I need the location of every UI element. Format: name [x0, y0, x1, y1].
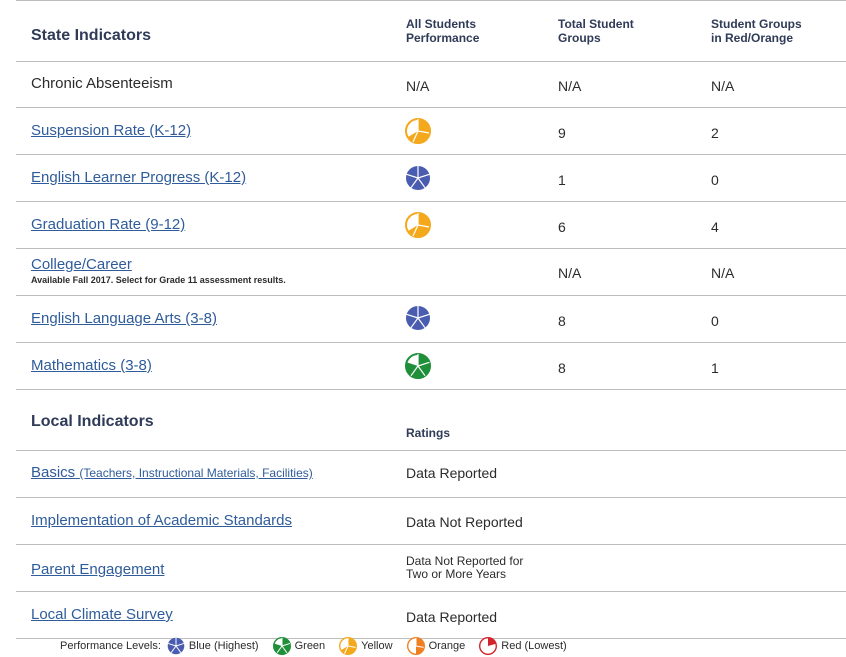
legend-label: Performance Levels: — [60, 640, 161, 652]
implementation-standards-link[interactable]: Implementation of Academic Standards — [31, 512, 292, 529]
col-red-line2: in Red/Orange — [711, 31, 794, 45]
rating-value: Data Reported — [406, 609, 498, 625]
red-level-icon — [479, 637, 497, 655]
state-indicators-header — [16, 0, 846, 62]
legend-item-label: Yellow — [361, 640, 393, 652]
table-row — [16, 62, 846, 108]
total-groups-value: 9 — [558, 125, 566, 141]
rating-line2: Two or More Years — [406, 567, 507, 581]
legend-item-blue — [167, 637, 259, 655]
suspension-rate-link[interactable]: Suspension Rate (K-12) — [31, 122, 192, 139]
total-groups-value: 8 — [558, 313, 566, 329]
rating-line1: Data Not Reported for — [406, 554, 524, 568]
orange-level-icon — [407, 637, 425, 655]
red-orange-value: 0 — [711, 313, 719, 329]
legend-item-red — [479, 637, 566, 655]
basics-link[interactable] — [31, 464, 313, 481]
red-orange-value: N/A — [711, 78, 735, 94]
total-groups-value: N/A — [558, 78, 582, 94]
local-climate-survey-link[interactable]: Local Climate Survey — [31, 606, 173, 623]
table-row — [16, 202, 846, 249]
dashboard-table — [16, 0, 846, 639]
indicator-label: Chronic Absenteeism — [31, 75, 173, 92]
red-orange-value: 4 — [711, 219, 719, 235]
parent-engagement-link[interactable]: Parent Engagement — [31, 561, 165, 578]
legend-item-orange — [407, 637, 466, 655]
performance-levels-legend — [60, 637, 581, 655]
mathematics-link[interactable]: Mathematics (3-8) — [31, 357, 152, 374]
blue-level-icon — [167, 637, 185, 655]
table-row — [16, 451, 846, 498]
table-row — [16, 155, 846, 202]
basics-extra[interactable]: (Teachers, Instructional Materials, Facilities) — [79, 466, 313, 480]
table-row — [16, 108, 846, 155]
col-total-groups-header — [558, 17, 634, 45]
legend-item-label: Blue (Highest) — [188, 640, 259, 652]
total-groups-value: 8 — [558, 360, 566, 376]
state-indicators-title: State Indicators — [31, 27, 152, 44]
legend-item-yellow — [339, 637, 392, 655]
total-groups-value: N/A — [558, 265, 582, 281]
table-row — [16, 249, 846, 296]
col-total-line2: Groups — [558, 31, 601, 45]
english-learner-progress-link[interactable]: English Learner Progress (K-12) — [31, 169, 247, 186]
col-red-line1: Student Groups — [711, 17, 802, 31]
yellow-performance-icon[interactable] — [405, 118, 431, 144]
table-row — [16, 343, 846, 390]
col-red-orange-header — [711, 17, 802, 45]
blue-performance-icon[interactable] — [405, 165, 431, 191]
college-career-link[interactable]: College/Career — [31, 256, 132, 273]
green-level-icon — [273, 637, 291, 655]
blue-performance-icon[interactable] — [405, 305, 431, 331]
total-groups-value: 6 — [558, 219, 566, 235]
english-language-arts-link[interactable]: English Language Arts (3-8) — [31, 310, 217, 327]
col-all-line2: Performance — [406, 31, 480, 45]
red-orange-value: 2 — [711, 125, 719, 141]
yellow-level-icon — [339, 637, 357, 655]
rating-value: Data Not Reported — [406, 514, 523, 530]
green-performance-icon[interactable] — [405, 353, 431, 379]
total-groups-value: 1 — [558, 172, 566, 188]
col-all-line1: All Students — [406, 17, 477, 31]
legend-item-green — [273, 637, 326, 655]
local-indicators-header — [16, 391, 846, 451]
basics-label[interactable]: Basics — [31, 464, 76, 481]
local-indicators-title: Local Indicators — [31, 413, 154, 430]
col-total-line1: Total Student — [558, 17, 634, 31]
yellow-performance-icon[interactable] — [405, 212, 431, 238]
legend-item-label: Green — [294, 640, 326, 652]
all-students-value: N/A — [406, 78, 430, 94]
graduation-rate-link[interactable]: Graduation Rate (9-12) — [31, 216, 186, 233]
col-all-students-header — [406, 17, 479, 45]
legend-item-label: Orange — [428, 640, 466, 652]
legend-item-label: Red (Lowest) — [501, 640, 567, 652]
table-row — [16, 296, 846, 343]
red-orange-value: 1 — [711, 360, 719, 376]
rating-value: Data Reported — [406, 465, 498, 481]
college-career-note: Available Fall 2017. Select for Grade 11 assessment results. — [31, 275, 286, 285]
col-ratings-header: Ratings — [406, 426, 451, 440]
table-row — [16, 592, 846, 639]
table-row — [16, 498, 846, 545]
red-orange-value: N/A — [711, 265, 735, 281]
table-row — [16, 545, 846, 592]
rating-value — [406, 555, 523, 581]
red-orange-value: 0 — [711, 172, 719, 188]
